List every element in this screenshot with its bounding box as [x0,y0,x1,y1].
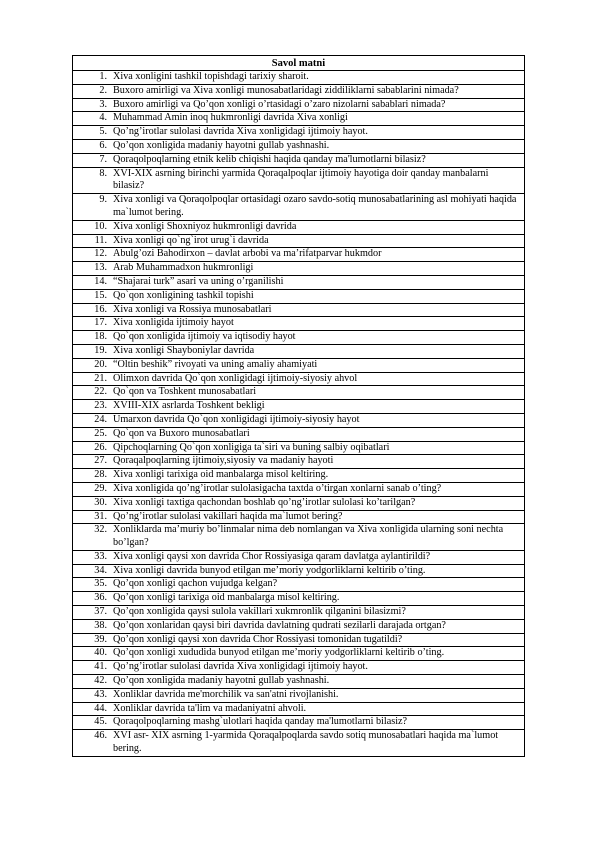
table-row [73,510,525,524]
question-number: 9. [99,194,107,206]
question-cell [73,331,525,345]
question-text: Olimxon davrida Qo`qon xonligidagi ijtimoiy-siyosiy ahvol [113,372,358,384]
question-cell [73,139,525,153]
question-number: 11. [94,234,107,246]
table-row [73,139,525,153]
question-text: Arab Muhammadxon hukmronligi [113,262,254,274]
question-cell [73,524,525,551]
question-number: 18. [94,331,107,343]
table-row [73,262,525,276]
question-text: Xiva xonligi tarixiga oid manbalarga misol keltiring. [113,469,329,481]
table-row [73,647,525,661]
table-row [73,234,525,248]
table-row [73,730,525,757]
question-cell [73,167,525,194]
question-number: 35. [94,578,107,590]
table-row [73,167,525,194]
question-text: Muhammad Amin inoq hukmronligi davrida Xiva xonligi [113,112,348,124]
question-cell [73,619,525,633]
question-cell [73,592,525,606]
question-cell [73,275,525,289]
question-number: 42. [94,675,107,687]
question-number: 12. [94,248,107,260]
question-number: 21. [94,372,107,384]
question-cell [73,730,525,757]
question-cell [73,578,525,592]
question-cell [73,303,525,317]
question-text: Qo`qon xonligida ijtimoiy va iqtisodiy hayot [113,331,296,343]
question-number: 36. [94,592,107,604]
question-number: 3. [99,98,107,110]
question-cell [73,386,525,400]
question-number: 22. [94,386,107,398]
question-number: 1. [99,71,107,82]
question-number: 26. [94,441,107,453]
question-cell [73,413,525,427]
table-row [73,358,525,372]
table-row [73,303,525,317]
question-number: 30. [94,496,107,508]
table-row [73,84,525,98]
question-text: Qo`qon va Buxoro munosabatlari [113,427,250,439]
table-row [73,372,525,386]
table-row [73,194,525,221]
question-number: 31. [94,510,107,522]
table-row [73,455,525,469]
table-header: Savol matni [73,56,525,71]
question-text: Qo’qon xonlaridan qaysi biri davrida davlatning qudrati sezilarli darajada ortgan? [113,619,446,631]
table-row [73,441,525,455]
table-row [73,661,525,675]
question-text: Qo’ng’irotlar sulolasi davrida Xiva xonligidagi ijtimoiy hayot. [113,661,368,673]
question-cell [73,153,525,167]
question-number: 19. [94,344,107,356]
question-number: 5. [99,126,107,138]
question-cell [73,317,525,331]
table-row [73,606,525,620]
question-number: 43. [94,688,107,700]
question-text: “Oltin beshik” rivoyati va uning amaliy ahamiyati [113,358,318,370]
question-number: 15. [94,289,107,301]
question-text: Qoraqolpoqlarning etnik kelib chiqishi haqida qanday ma'lumotlarni bilasiz? [113,153,426,165]
question-cell [73,455,525,469]
question-text: Xiva xonligi va Rossiya munosabatlari [113,303,272,315]
question-cell [73,98,525,112]
question-text: Qo’qon xonligida qaysi sulola vakillari xukmronlik qilganini bilasizmi? [113,606,406,618]
question-text: XVI asr- XIX asrning 1-yarmida Qoraqalpoqlarda savdo sotiq munosabatlari haqida ma`lumot bering. [113,730,499,755]
table-row [73,702,525,716]
question-text: Xiva xonligida ijtimoiy hayot [113,317,234,329]
question-text: Xiva xonligi va Qoraqolpoqlar ortasidagi ozaro savdo-sotiq munosabatlarining asl mohiyati haqida ma`lumot bering. [113,194,517,218]
question-cell [73,647,525,661]
table-header-row [73,56,525,71]
question-number: 10. [94,220,107,232]
question-cell [73,606,525,620]
question-cell [73,564,525,578]
question-text: Xiva xonligi taxtiga qachondan boshlab qo’ng’irotlar sulolasi ko’tarilgan? [113,496,416,508]
question-cell [73,482,525,496]
question-number: 7. [99,153,107,165]
question-number: 27. [94,455,107,467]
question-number: 44. [94,702,107,714]
question-text: Xiva xonligini tashkil topishdagi tarixiy sharoit. [113,71,309,82]
question-number: 34. [94,564,107,576]
table-row [73,564,525,578]
question-number: 32. [94,524,107,536]
question-number: 41. [94,661,107,673]
table-row [73,112,525,126]
question-cell [73,688,525,702]
question-cell [73,248,525,262]
question-text: Buxoro amirligi va Qo’qon xonligi o’rtasidagi o’zaro nizolarni sabablari nimada? [113,98,446,110]
question-number: 46. [94,730,107,742]
table-row [73,220,525,234]
table-row [73,427,525,441]
question-cell [73,126,525,140]
question-number: 4. [99,112,107,124]
question-text: Xiva xonligi qaysi xon davrida Chor Rossiyasiga qaram davlatga aylantirildi? [113,550,431,562]
question-number: 6. [99,139,107,151]
question-cell [73,112,525,126]
table-row [73,275,525,289]
question-number: 38. [94,619,107,631]
table-row [73,71,525,85]
question-number: 29. [94,482,107,494]
question-text: Xiva xonligida qo’ng’irotlar sulolasigacha taxtda o’tirgan xonlarni sanab o’ting? [113,482,442,494]
question-text: Xiva xonligi qo`ng`irot urug`i davrida [113,234,269,246]
question-text: Xonliklar davrida me'morchilik va san'atni rivojlanishi. [113,688,339,700]
question-number: 24. [94,413,107,425]
question-number: 14. [94,275,107,287]
question-text: Qo`qon va Toshkent munosabatlari [113,386,257,398]
question-cell [73,661,525,675]
table-body [73,71,525,757]
question-cell [73,441,525,455]
table-row [73,126,525,140]
table-row [73,688,525,702]
question-text: Qoraqolpoqlarning mashg`ulotlari haqida qanday ma'lumotlarni bilasiz? [113,716,408,728]
question-text: Xiva xonligi Shoxniyoz hukmronligi davrida [113,220,297,232]
question-cell [73,633,525,647]
question-text: Xiva xonligi Shayboniylar davrida [113,344,255,356]
question-cell [73,372,525,386]
question-text: Qo’qon xonligi xududida bunyod etilgan me’moriy yodgorliklarni keltirib o’ting. [113,647,445,659]
question-number: 23. [94,400,107,412]
table-row [73,331,525,345]
table-row [73,716,525,730]
table-row [73,592,525,606]
question-text: Qo’qon xonligi qachon vujudga kelgan? [113,578,278,590]
question-cell [73,358,525,372]
table-row [73,496,525,510]
question-cell [73,262,525,276]
question-number: 13. [94,262,107,274]
question-text: “Shajarai turk” asari va uning o’rganilishi [113,275,284,287]
table-row [73,633,525,647]
table-row [73,413,525,427]
question-number: 40. [94,647,107,659]
question-text: Qo’ng’irotlar sulolasi davrida Xiva xonligidagi ijtimoiy hayot. [113,126,368,138]
question-text: Umarxon davrida Qo`qon xonligidagi ijtimoiy-siyosiy hayot [113,413,360,425]
table-row [73,400,525,414]
table-row [73,153,525,167]
table-row [73,469,525,483]
table-row [73,98,525,112]
question-text: XVIII-XIX asrlarda Toshkent bekligi [113,400,265,412]
question-cell [73,289,525,303]
question-table-container [72,55,525,757]
table-row [73,344,525,358]
question-text: Qo’qon xonligi tarixiga oid manbalarga misol keltiring. [113,592,340,604]
question-cell [73,220,525,234]
question-number: 17. [94,317,107,329]
question-number: 45. [94,716,107,728]
question-text: Qo`qon xonligining tashkil topishi [113,289,254,301]
question-cell [73,234,525,248]
table-row [73,619,525,633]
table-row [73,550,525,564]
question-cell [73,716,525,730]
question-cell [73,496,525,510]
question-number: 28. [94,469,107,481]
question-number: 33. [94,550,107,562]
question-text: Qoraqalpoqlarning ijtimoiy,siyosiy va madaniy hayoti [113,455,334,467]
question-number: 39. [94,633,107,645]
question-number: 25. [94,427,107,439]
table-row [73,248,525,262]
question-text: Xonliklarda ma’muriy bo’linmalar nima deb nomlangan va Xiva xonligida ularning soni nechta bo’lgan? [113,524,504,549]
question-number: 20. [94,358,107,370]
question-cell [73,400,525,414]
question-text: Qipchoqlarning Qo`qon xonligiga ta`siri va buning salbiy oqibatlari [113,441,390,453]
table-row [73,578,525,592]
table-row [73,386,525,400]
question-cell [73,675,525,689]
table-row [73,482,525,496]
question-text: Qo’qon xonligi qaysi xon davrida Chor Rossiyasi tomonidan tugatildi? [113,633,403,645]
question-number: 37. [94,606,107,618]
question-text: Xonliklar davrida ta'lim va madaniyatni ahvoli. [113,702,307,714]
question-cell [73,469,525,483]
question-number: 16. [94,303,107,315]
question-cell [73,427,525,441]
table-row [73,289,525,303]
question-table [72,55,525,757]
question-text: Qo’ng’irotlar sulolasi vakillari haqida ma`lumot bering? [113,510,343,522]
question-text: Qo’qon xonligida madaniy hayotni gullab yashnashi. [113,675,330,687]
question-cell [73,84,525,98]
question-text: Qo’qon xonligida madaniy hayotni gullab yashnashi. [113,139,330,151]
table-row [73,317,525,331]
question-text: Abulg’ozi Bahodirxon – davlat arbobi va ma’rifatparvar hukmdor [113,248,382,260]
question-cell [73,194,525,221]
table-row [73,524,525,551]
question-number: 2. [99,84,107,96]
question-cell [73,510,525,524]
question-cell [73,550,525,564]
question-text: XVI-XIX asrning birinchi yarmida Qoraqalpoqlar ijtimoiy hayotiga doir qanday manbalarni bilasiz? [113,167,489,192]
table-row [73,675,525,689]
question-number: 8. [99,167,107,179]
question-text: Buxoro amirligi va Xiva xonligi munosabatlaridagi ziddiliklarni sabablarini nimada? [113,84,459,96]
question-cell [73,71,525,85]
question-cell [73,702,525,716]
question-text: Xiva xonligi davrida bunyod etilgan me’moriy yodgorliklarni keltirib o’ting. [113,564,426,576]
question-cell [73,344,525,358]
